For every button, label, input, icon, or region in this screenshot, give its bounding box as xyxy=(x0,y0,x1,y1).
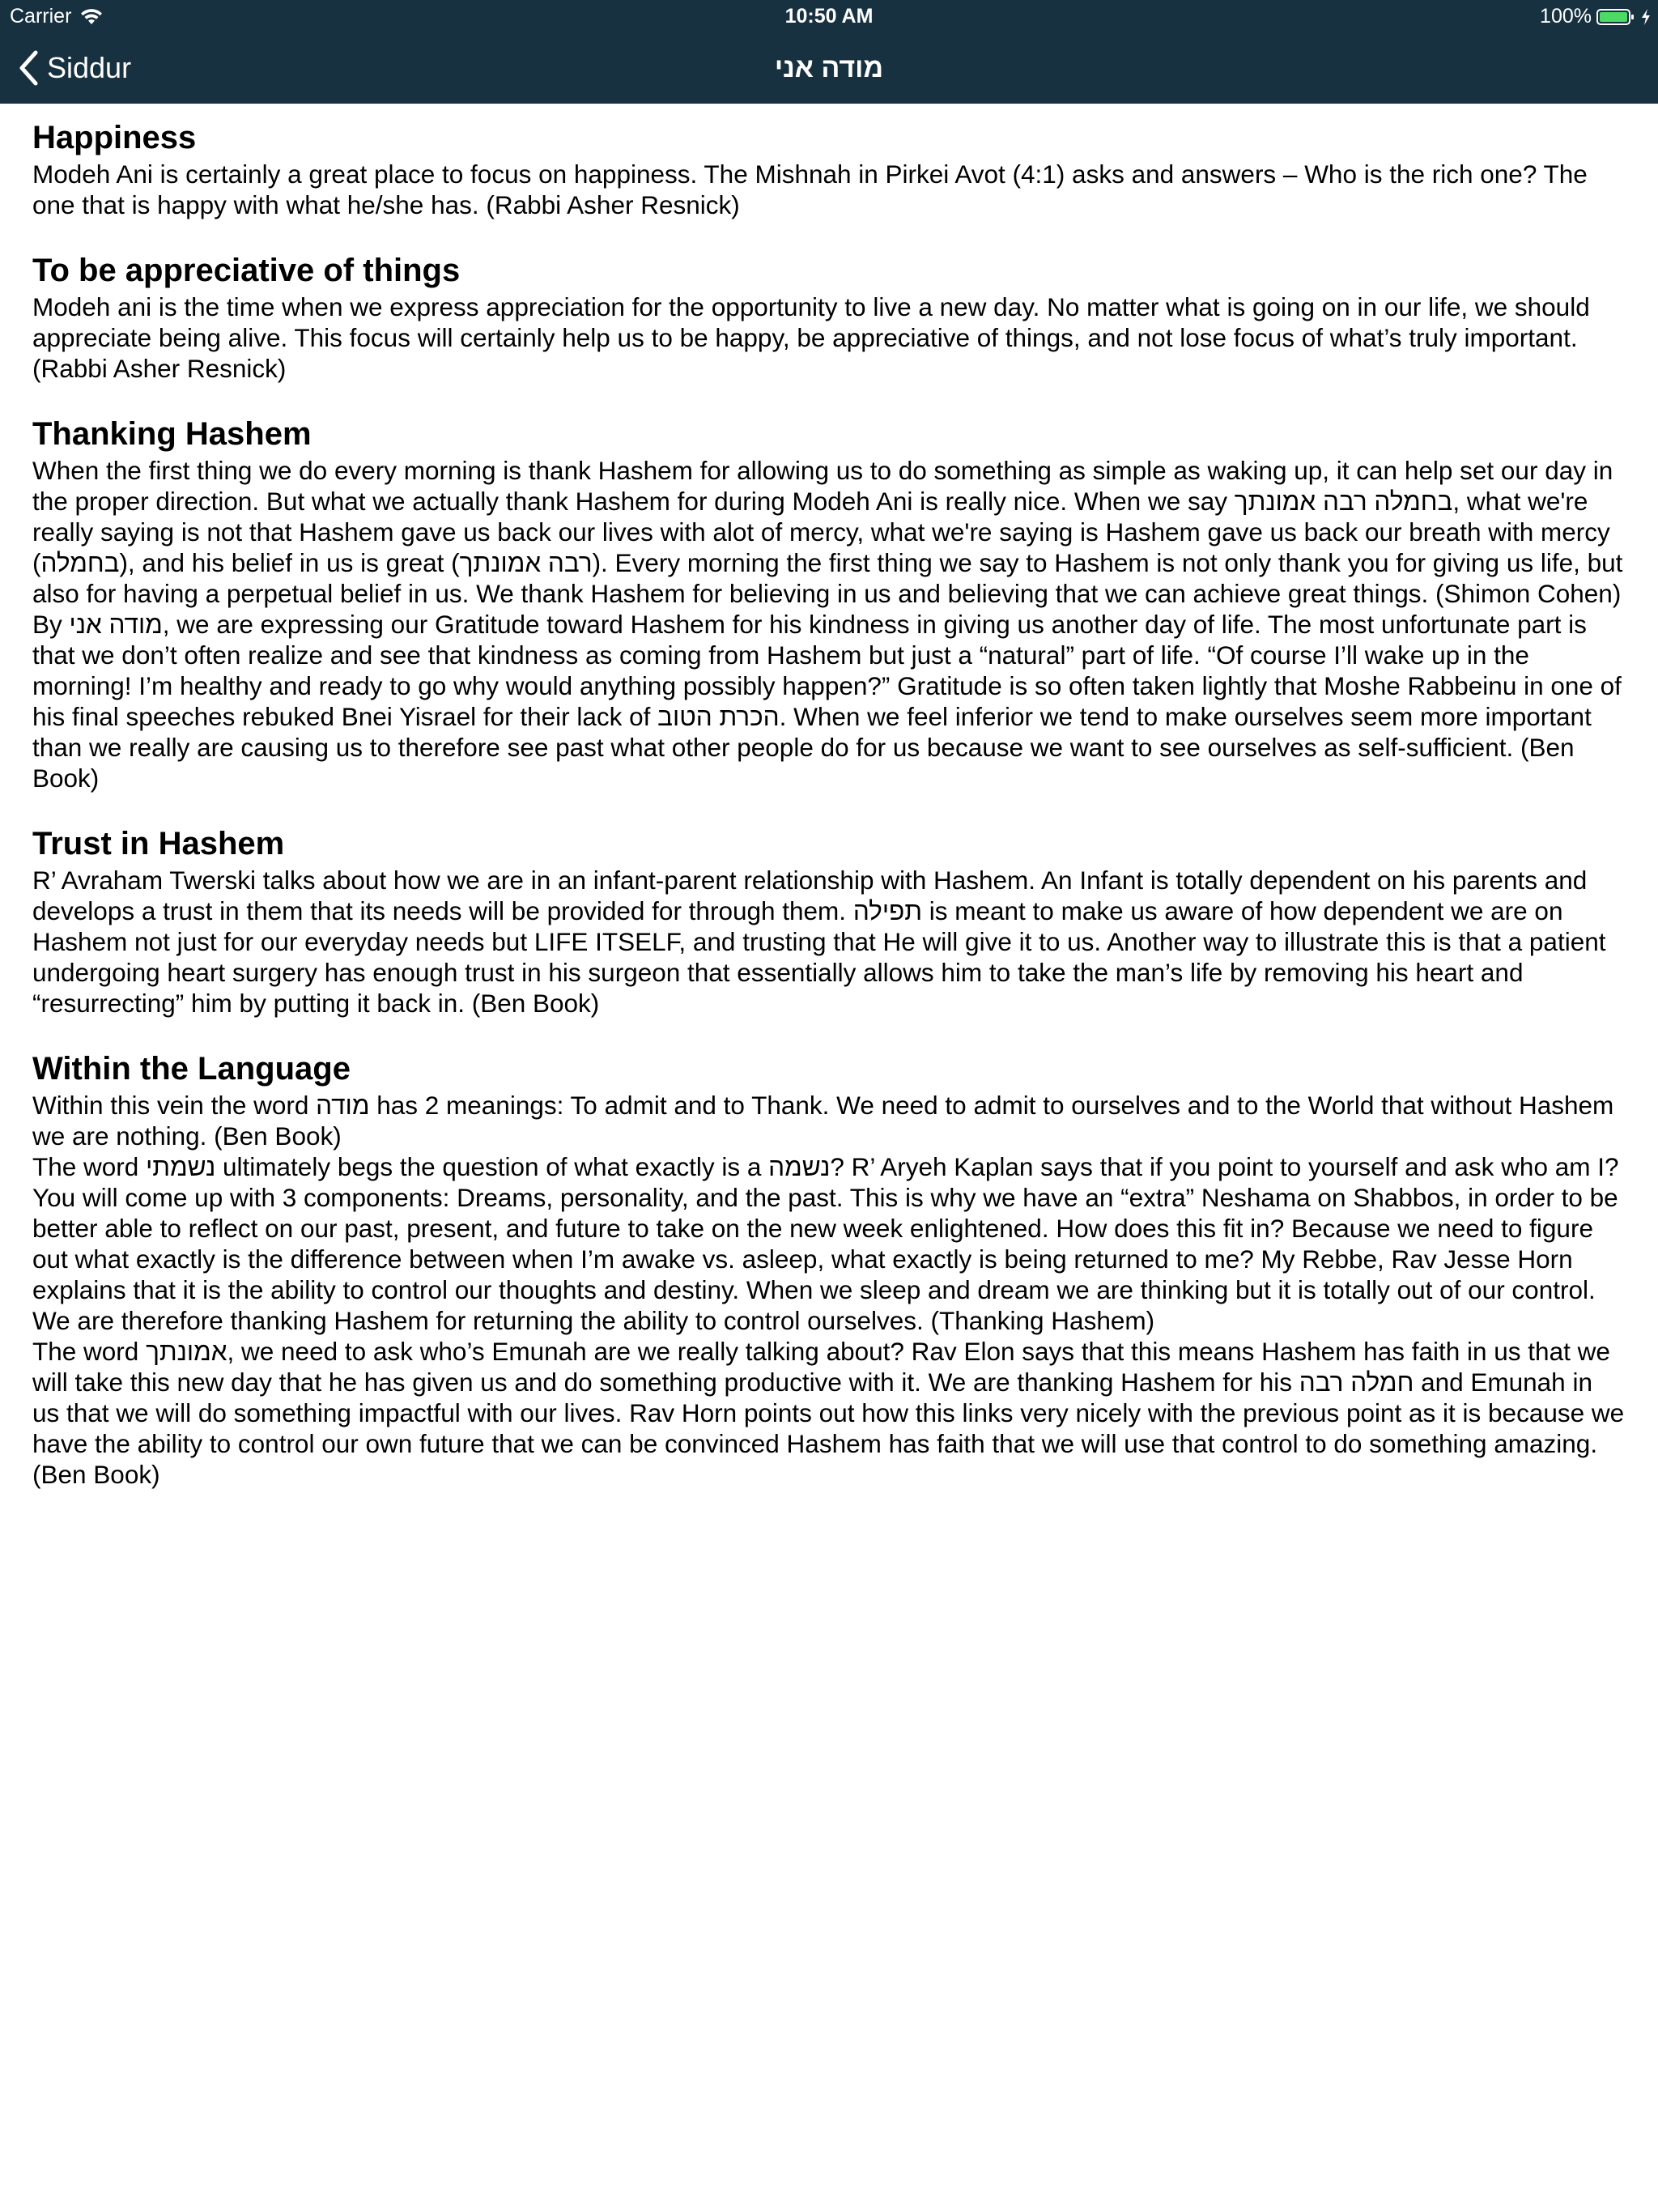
section-paragraph: Modeh ani is the time when we express appreciation for the opportunity to live a new day. No matter what is going on in our life, we should appreciate being alive. This focus will certainly help us to be happy, be appreciative of things, and not lose focus of what’s truly important. (Rabbi Asher Resnick) xyxy=(32,292,1590,383)
section-title: To be appreciative of things xyxy=(32,253,461,288)
commentary-content xyxy=(32,117,1626,1519)
section-paragraph: When the first thing we do every morning is thank Hashem for allowing us to do something as simple as waking up, it can help set our day in the proper direction. But what we actually thank Hashem for during Modeh Ani is really nice. When we say בחמלה רבה אמונתך, what we're really saying is not that Hashem gave us back our lives with alot of mercy, what we're saying is Hashem gave us back our breath with mercy (בחמלה), and his belief in us is great (רבה אמונתך). Every morning the first thing we say to Hashem is not only thank you for giving us life, but also for having a perpetual belief in us. We thank Hashem for believing in us and believing that we can achieve great things. (Shimon Cohen) xyxy=(32,456,1623,608)
nav-title: מודה אני xyxy=(774,53,884,83)
section-title: Within the Language xyxy=(32,1051,351,1087)
section-within-the-language xyxy=(32,1048,1626,1490)
section-paragraph: R’ Avraham Twerski talks about how we are in an infant-parent relationship with Hashem. An Infant is totally dependent on his parents and develops a trust in them that its needs will be provided for through them. תפילה is meant to make us aware of how dependent we are on Hashem not just for our everyday needs but LIFE ITSELF, and trusting that He will give it to us. Another way to illustrate this is that a patient undergoing heart surgery has enough trust in his surgeon that essentially allows him to take the man’s life by removing his heart and “resurrecting” him by putting it back in. (Ben Book) xyxy=(32,866,1606,1018)
section-paragraph: By מודה אני, we are expressing our Gratitude toward Hashem for his kindness in giving us another day of life. The most unfortunate part is that we don’t often realize and see that kindness as coming from Hashem but just a “natural” part of life. “Of course I’ll wake up in the morning! I’m healthy and ready to go why would anything possibly happen?” Gratitude is so often taken lightly that Moshe Rabbeinu in one of his final speeches rebuked Bnei Yisrael for their lack of הכרת הטוב. When we feel inferior we tend to make ourselves seem more important than we really are causing us to therefore see past what other people do for us because we want to see ourselves as self-sufficient. (Ben Book) xyxy=(32,610,1622,793)
charging-bolt-icon xyxy=(1640,8,1652,26)
carrier-label: Carrier xyxy=(10,5,72,28)
status-bar xyxy=(0,0,1658,32)
section-thanking-hashem xyxy=(32,413,1626,793)
top-bar xyxy=(0,0,1658,104)
section-paragraph: The word נשמתי ultimately begs the question of what exactly is a נשמה? R’ Aryeh Kaplan says that if you point to yourself and ask who am I? You will come up with 3 components: Dreams, personality, and the past. This is why we have an “extra” Neshama on Shabbos, in order to be better able to reflect on our past, present, and future to take on the new week enlightened. How does this fit in? Because we need to figure out what exactly is the difference between when I’m awake vs. asleep, what exactly is being returned to me? My Rebbe, Rav Jesse Horn explains that it is the ability to control our thoughts and destiny. When we sleep and dream we are thinking but it is totally out of our control. We are therefore thanking Hashem for returning the ability to control ourselves. (Thanking Hashem) xyxy=(32,1152,1619,1335)
section-happiness xyxy=(32,117,1626,220)
status-battery-group xyxy=(1540,5,1652,28)
section-paragraph: The word אמונתך, we need to ask who’s Emunah are we really talking about? Rav Elon says that this means Hashem has faith in us that we will take this new day that he has given us and do something productive with it. We are thanking Hashem for his חמלה רבה and Emunah in us that we will do something impactful with our lives. Rav Horn points out how this links very nicely with the previous point as it is because we have the ability to control our own future that we can be convinced Hashem has faith that we will use that control to do something amazing. (Ben Book) xyxy=(32,1337,1625,1489)
battery-icon xyxy=(1596,8,1635,26)
back-button-label: Siddur xyxy=(47,51,132,84)
section-paragraph: Modeh Ani is certainly a great place to focus on happiness. The Mishnah in Pirkei Avot (4:1) asks and answers – Who is the rich one? The one that is happy with what he/she has. (Rabbi Asher Resnick) xyxy=(32,160,1588,219)
battery-percentage: 100% xyxy=(1540,5,1592,28)
section-paragraph: Within this vein the word מודה has 2 meanings: To admit and to Thank. We need to admit to ourselves and to the World that without Hashem we are nothing. (Ben Book) xyxy=(32,1091,1614,1151)
section-title: Happiness xyxy=(32,120,197,155)
section-trust-in-hashem xyxy=(32,823,1626,1019)
status-time: 10:50 AM xyxy=(784,5,874,28)
navigation-bar xyxy=(0,32,1658,104)
section-title: Trust in Hashem xyxy=(32,826,285,861)
section-appreciative xyxy=(32,249,1626,384)
section-title: Thanking Hashem xyxy=(32,416,312,452)
